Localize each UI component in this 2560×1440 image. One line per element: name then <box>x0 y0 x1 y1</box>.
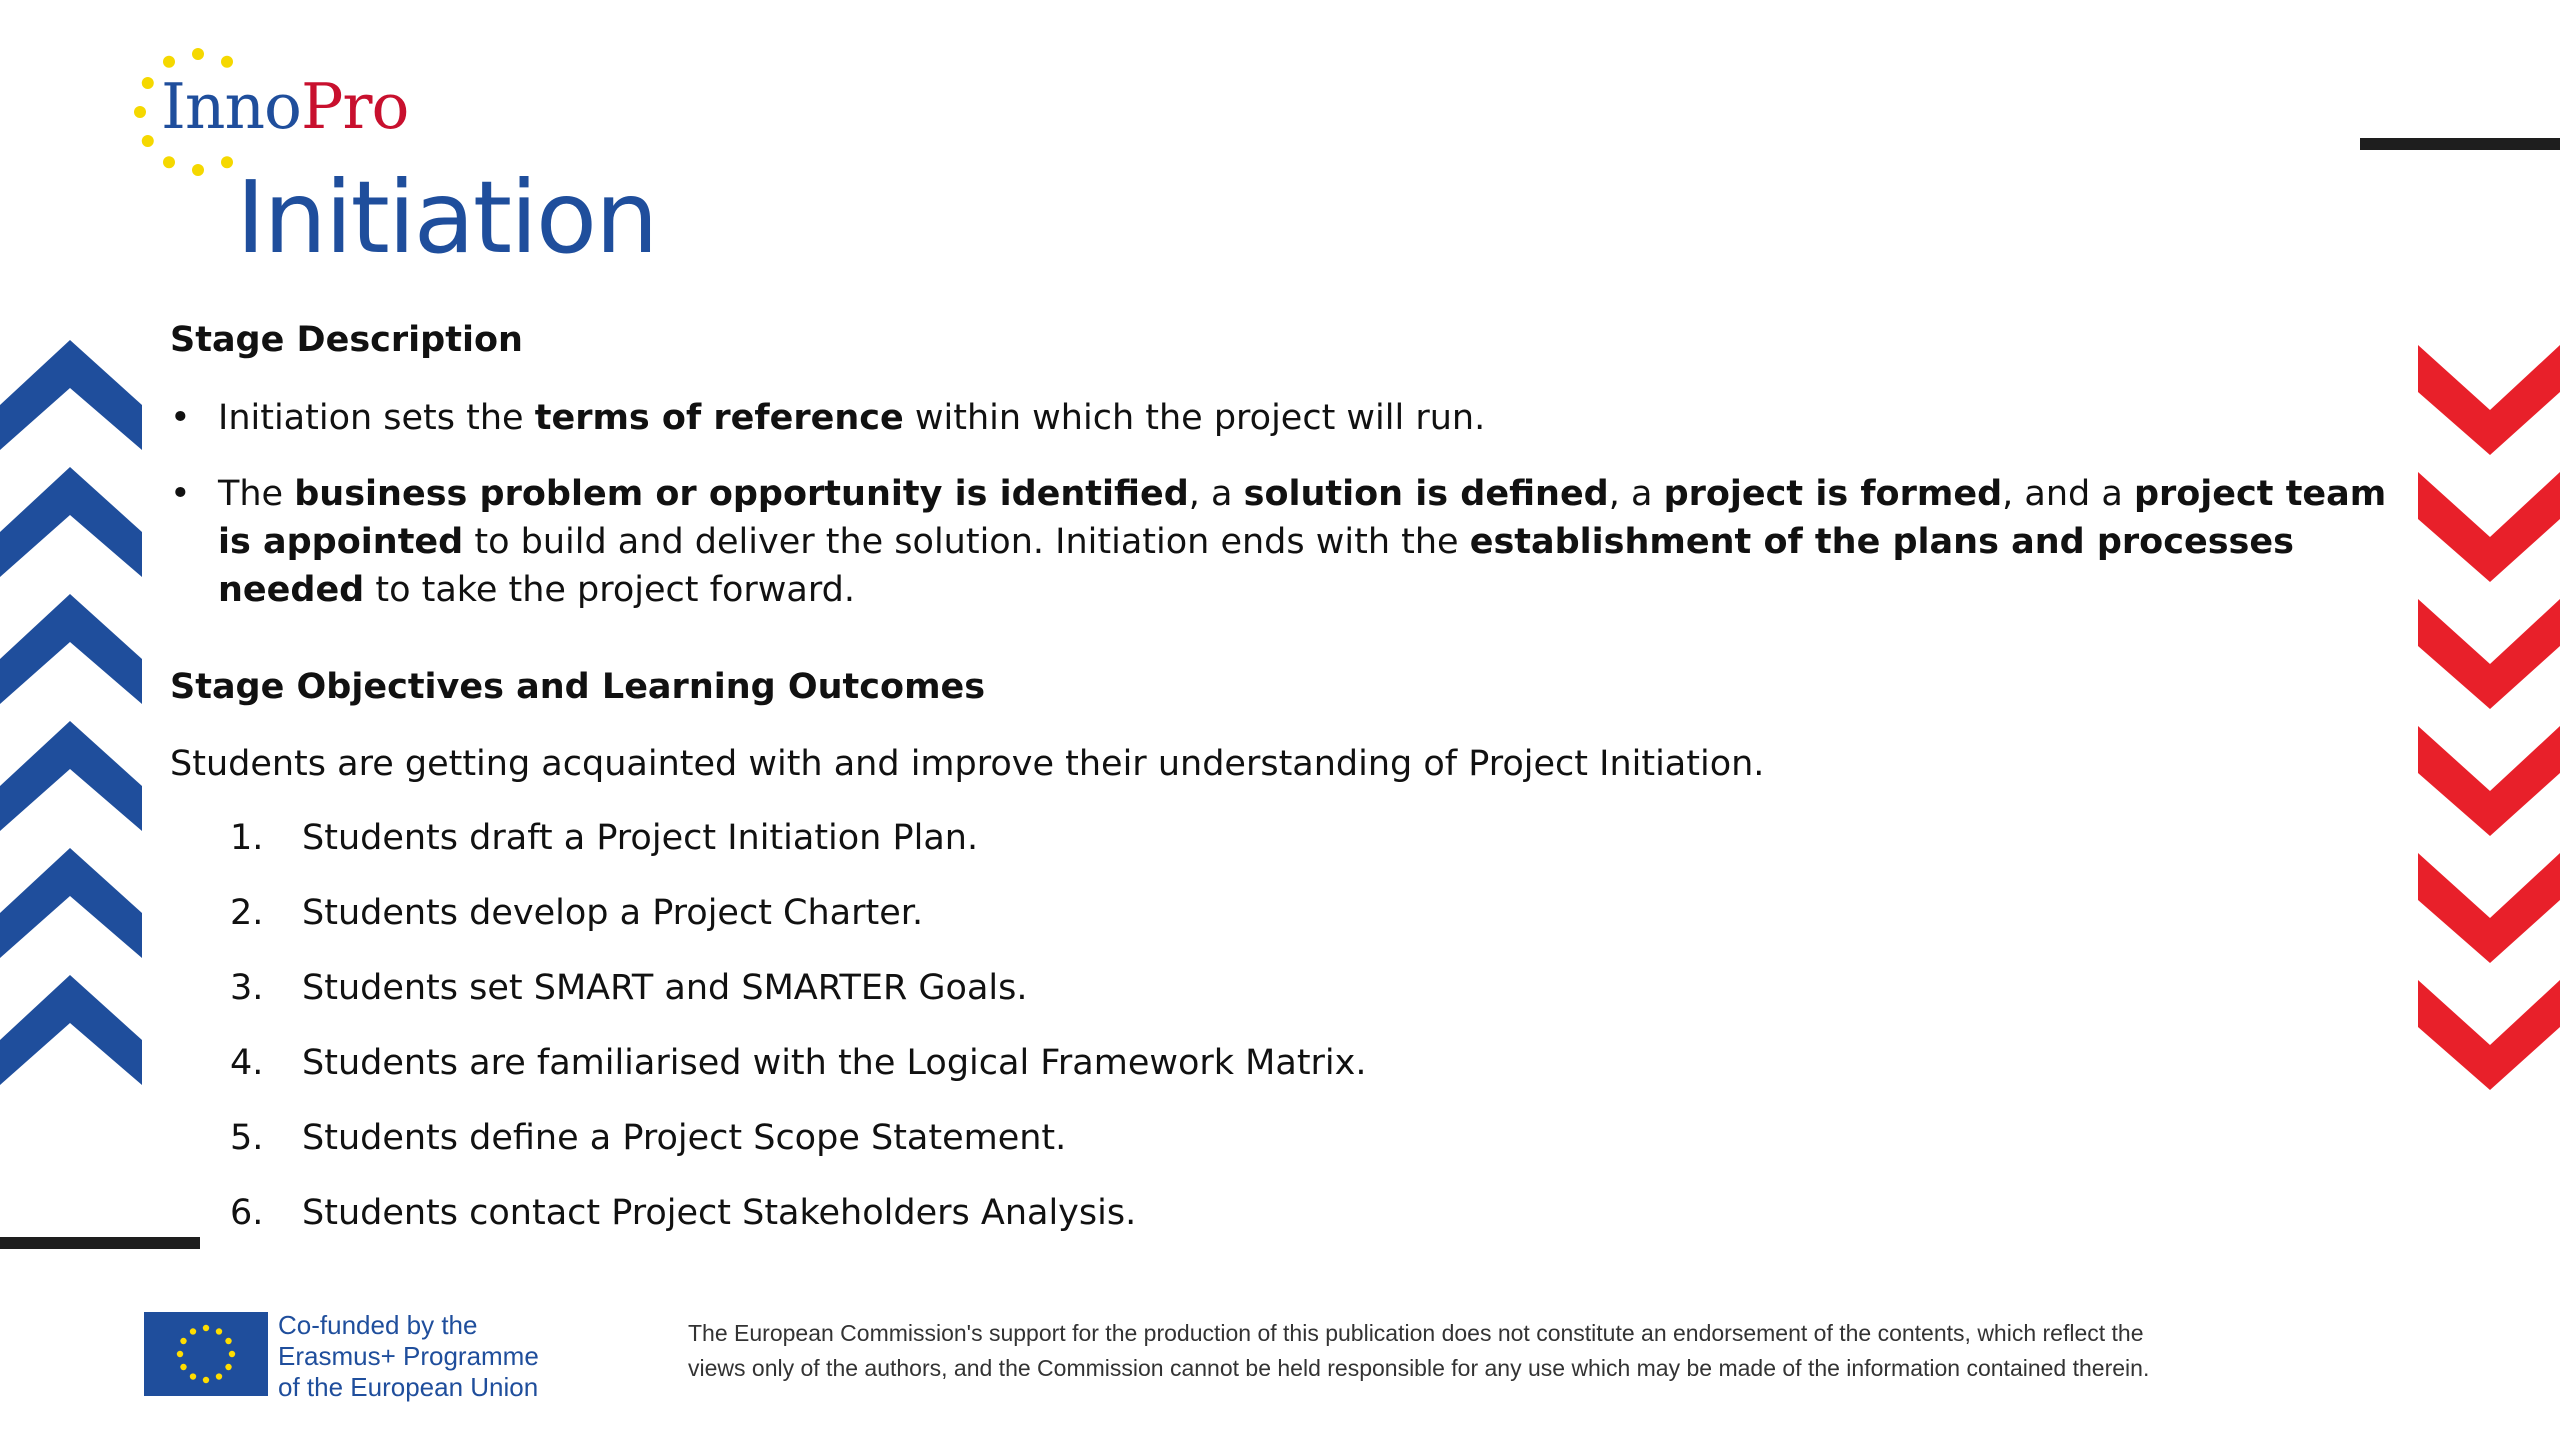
chevron-up-icon <box>0 594 142 704</box>
star-icon <box>225 1338 231 1344</box>
chevron-down-icon <box>2418 472 2560 582</box>
logo-text-pro: Pro <box>300 70 409 143</box>
star-icon <box>221 56 233 68</box>
bold-text: terms of reference <box>534 398 904 438</box>
text: to build and deliver the solution. Initiation ends with the <box>463 522 1470 562</box>
cofunded-line: Erasmus+ Programme <box>278 1341 539 1371</box>
bold-text: project is formed <box>1663 474 2003 514</box>
star-icon <box>216 1328 222 1334</box>
disclaimer-line: The European Commission's support for the production of this publication does not constitute an endorsement of the contents, which reflect the <box>688 1320 2144 1346</box>
text: to take the project forward. <box>364 570 855 610</box>
star-icon <box>221 156 233 168</box>
text: , a <box>1188 474 1244 514</box>
chevron-up-icon <box>0 467 142 577</box>
list-item-text: Students contact Project Stakeholders Analysis. <box>302 1193 1137 1233</box>
page-title: Initiation <box>236 159 657 276</box>
decorative-rule-bottom-left <box>0 1237 200 1249</box>
cofunded-line: Co-funded by the <box>278 1310 478 1340</box>
star-icon <box>190 1328 196 1334</box>
description-bullet <box>170 394 2410 442</box>
list-item-text: Students set SMART and SMARTER Goals. <box>302 968 1028 1008</box>
list-item-number: 2. <box>230 893 264 933</box>
bold-text: establishment of the plans and processes needed <box>218 522 2294 610</box>
list-item-text: Students develop a Project Charter. <box>302 893 924 933</box>
cofunded-line: of the European Union <box>278 1372 539 1402</box>
star-icon <box>192 48 204 60</box>
text: , a <box>1608 474 1664 514</box>
chevron-down-icon <box>2418 599 2560 709</box>
bold-text: business problem or opportunity is identified <box>294 474 1189 514</box>
star-icon <box>177 1351 183 1357</box>
list-item-text: Students define a Project Scope Statement. <box>302 1118 1067 1158</box>
chevron-up-icon <box>0 721 142 831</box>
star-icon <box>163 56 175 68</box>
logo-text <box>161 70 408 143</box>
star-icon <box>203 1325 209 1331</box>
text: The <box>218 474 295 514</box>
chevron-up-icon <box>0 340 142 450</box>
list-item-number: 1. <box>230 818 264 858</box>
eu-disclaimer <box>688 1316 2149 1386</box>
star-icon <box>180 1364 186 1370</box>
text: within which the project will run. <box>903 398 1486 438</box>
stage-description-list <box>170 394 2410 642</box>
stage-description-heading: Stage Description <box>170 320 523 360</box>
flag-background <box>144 1312 268 1396</box>
star-icon <box>203 1377 209 1383</box>
decorative-rule-top-right <box>2360 138 2560 150</box>
star-icon <box>180 1338 186 1344</box>
objectives-intro: Students are getting acquainted with and improve their understanding of Project Initiation. <box>170 744 1765 784</box>
star-icon <box>142 77 154 89</box>
star-icon <box>163 156 175 168</box>
blue-chevrons-decoration <box>0 330 150 1100</box>
list-item-number: 3. <box>230 968 264 1008</box>
bold-text: project team is appointed <box>218 474 2387 562</box>
list-item-text: Students are familiarised with the Logical Framework Matrix. <box>302 1043 1367 1083</box>
list-item-number: 5. <box>230 1118 264 1158</box>
disclaimer-line: views only of the authors, and the Commission cannot be held responsible for any use which may be made of the information contained therein. <box>688 1355 2150 1381</box>
star-icon <box>142 135 154 147</box>
eu-flag-icon <box>144 1312 268 1396</box>
chevron-up-icon <box>0 848 142 958</box>
red-chevrons-decoration <box>2410 330 2560 1100</box>
star-icon <box>225 1364 231 1370</box>
star-icon <box>229 1351 235 1357</box>
list-item-number: 6. <box>230 1193 264 1233</box>
list-item-number: 4. <box>230 1043 264 1083</box>
star-icon <box>192 164 204 176</box>
text: Initiation sets the <box>218 398 535 438</box>
objectives-heading: Stage Objectives and Learning Outcomes <box>170 667 986 707</box>
chevron-down-icon <box>2418 853 2560 963</box>
list-item-text: Students draft a Project Initiation Plan. <box>302 818 979 858</box>
star-icon <box>190 1373 196 1379</box>
chevron-down-icon <box>2418 345 2560 455</box>
chevron-down-icon <box>2418 980 2560 1090</box>
star-icon <box>134 106 146 118</box>
bold-text: solution is defined <box>1243 474 1609 514</box>
logo-text-inno: Inno <box>161 70 301 143</box>
cofunded-text <box>278 1310 539 1403</box>
chevron-up-icon <box>0 975 142 1085</box>
star-icon <box>216 1373 222 1379</box>
text: , and a <box>2002 474 2134 514</box>
description-bullet <box>170 470 2410 614</box>
chevron-down-icon <box>2418 726 2560 836</box>
